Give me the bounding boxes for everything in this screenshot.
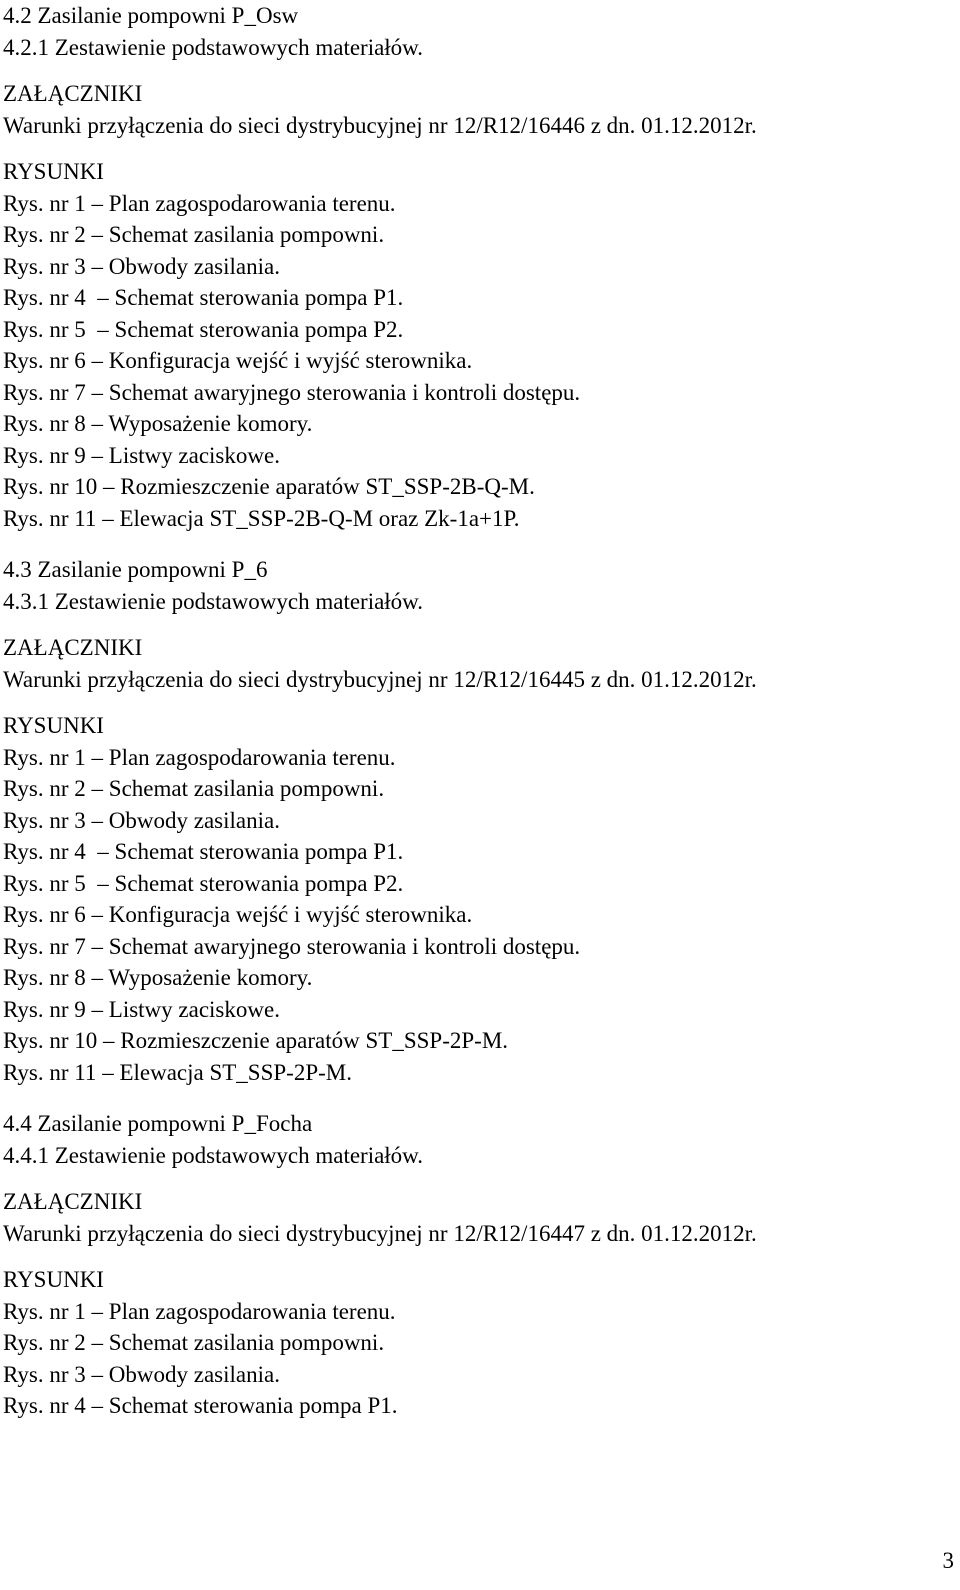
drawing-title: Schemat sterowania pompa P1. — [108, 1393, 398, 1418]
drawing-separator: – — [85, 839, 115, 864]
drawings-label: RYSUNKI — [3, 1267, 104, 1292]
drawing-title: Schemat sterowania pompa P1. — [114, 285, 404, 310]
drawing-separator: – — [85, 1361, 109, 1387]
drawing-item — [3, 899, 943, 931]
attachments-label: ZAŁĄCZNIKI — [3, 1189, 143, 1214]
drawing-item — [3, 962, 943, 994]
drawing-number: Rys. nr 5 — [3, 870, 86, 896]
drawing-number: Rys. nr 9 — [3, 442, 86, 468]
drawing-title: Obwody zasilania. — [108, 1361, 280, 1387]
drawing-separator: – — [85, 190, 109, 216]
drawing-item — [3, 377, 943, 409]
drawing-title: Elewacja ST_SSP-2P-M. — [119, 1059, 352, 1085]
drawing-title: Schemat sterowania pompa P2. — [114, 870, 404, 896]
drawing-separator: – — [85, 379, 109, 405]
drawing-title: Elewacja ST_SSP-2B-Q-M oraz Zk-1a+1P. — [119, 505, 520, 531]
drawing-item — [3, 805, 943, 837]
drawing-number: Rys. nr 11 — [3, 505, 97, 531]
attachments-label: ZAŁĄCZNIKI — [3, 635, 143, 660]
page-number: 3 — [942, 1547, 954, 1573]
drawing-title: Schemat zasilania pompowni. — [108, 776, 385, 801]
section — [3, 1108, 943, 1422]
drawing-separator: – — [85, 996, 109, 1022]
drawing-item — [3, 994, 943, 1026]
drawing-number: Rys. nr 4 — [3, 1393, 86, 1418]
drawing-item — [3, 471, 943, 503]
drawing-separator: – — [97, 1028, 121, 1053]
drawing-title: Wyposażenie komory. — [108, 411, 313, 436]
drawing-number: Rys. nr 7 — [3, 933, 86, 959]
drawing-separator: – — [85, 1393, 109, 1418]
drawing-separator: – — [85, 442, 109, 468]
drawing-separator: – — [85, 870, 115, 896]
drawing-item — [3, 503, 943, 535]
drawing-title: Konfiguracja wejść i wyjść sterownika. — [108, 348, 473, 373]
drawings-label: RYSUNKI — [3, 713, 104, 738]
drawing-number: Rys. nr 1 — [3, 1298, 86, 1324]
drawing-item — [3, 408, 943, 440]
drawing-item — [3, 219, 943, 251]
drawing-number: Rys. nr 5 — [3, 316, 86, 342]
drawing-number: Rys. nr 6 — [3, 902, 86, 927]
drawing-item — [3, 1296, 943, 1328]
drawing-separator: – — [85, 316, 115, 342]
drawing-title: Obwody zasilania. — [108, 807, 280, 833]
drawing-separator: – — [85, 348, 109, 373]
drawing-title: Listwy zaciskowe. — [108, 442, 280, 468]
drawing-separator: – — [85, 253, 109, 279]
drawing-separator: – — [85, 222, 109, 247]
section-subheading: 4.2.1 Zestawienie podstawowych materiałów. — [3, 34, 424, 60]
drawing-number: Rys. nr 3 — [3, 807, 86, 833]
drawing-item — [3, 314, 943, 346]
drawing-number: Rys. nr 10 — [3, 1028, 98, 1053]
section-heading: 4.4 Zasilanie pompowni P_Focha — [3, 1111, 313, 1136]
drawing-number: Rys. nr 8 — [3, 411, 86, 436]
drawing-item — [3, 251, 943, 283]
drawing-number: Rys. nr 3 — [3, 253, 86, 279]
section-heading: 4.2 Zasilanie pompowni P_Osw — [3, 3, 299, 28]
drawing-item — [3, 742, 943, 774]
drawing-title: Schemat awaryjnego sterowania i kontroli dostępu. — [108, 933, 581, 959]
drawing-title: Schemat sterowania pompa P2. — [114, 316, 404, 342]
drawing-separator: – — [85, 902, 109, 927]
drawing-number: Rys. nr 8 — [3, 965, 86, 990]
drawing-item — [3, 1025, 943, 1057]
drawing-number: Rys. nr 1 — [3, 744, 86, 770]
document-page — [3, 0, 943, 1422]
drawing-number: Rys. nr 2 — [3, 776, 86, 801]
drawing-title: Konfiguracja wejść i wyjść sterownika. — [108, 902, 473, 927]
drawing-item — [3, 282, 943, 314]
drawing-title: Schemat zasilania pompowni. — [108, 1330, 385, 1355]
drawing-number: Rys. nr 11 — [3, 1059, 97, 1085]
drawing-title: Schemat sterowania pompa P1. — [114, 839, 404, 864]
drawing-title: Schemat awaryjnego sterowania i kontroli dostępu. — [108, 379, 581, 405]
drawing-number: Rys. nr 6 — [3, 348, 86, 373]
attachment-item: Warunki przyłączenia do sieci dystrybucyjnej nr 12/R12/16447 z dn. 01.12.2012r. — [3, 1220, 757, 1246]
drawing-title: Wyposażenie komory. — [108, 965, 313, 990]
drawing-separator: – — [97, 474, 121, 499]
drawing-item — [3, 1359, 943, 1391]
drawing-item — [3, 773, 943, 805]
drawing-separator: – — [85, 744, 109, 770]
section-heading: 4.3 Zasilanie pompowni P_6 — [3, 557, 268, 582]
drawing-number: Rys. nr 7 — [3, 379, 86, 405]
drawing-separator: – — [85, 807, 109, 833]
drawing-number: Rys. nr 4 — [3, 285, 86, 310]
drawing-number: Rys. nr 1 — [3, 190, 86, 216]
drawing-separator: – — [96, 1059, 120, 1085]
section-subheading: 4.4.1 Zestawienie podstawowych materiałów. — [3, 1142, 424, 1168]
drawing-separator: – — [85, 933, 109, 959]
drawing-item — [3, 931, 943, 963]
drawing-item — [3, 1327, 943, 1359]
drawing-title: Plan zagospodarowania terenu. — [108, 744, 396, 770]
drawing-item — [3, 345, 943, 377]
section — [3, 554, 943, 1088]
drawing-title: Plan zagospodarowania terenu. — [108, 190, 396, 216]
drawing-title: Obwody zasilania. — [108, 253, 280, 279]
attachment-item: Warunki przyłączenia do sieci dystrybucyjnej nr 12/R12/16446 z dn. 01.12.2012r. — [3, 112, 757, 138]
drawing-separator: – — [85, 776, 109, 801]
drawing-number: Rys. nr 9 — [3, 996, 86, 1022]
attachments-label: ZAŁĄCZNIKI — [3, 81, 143, 106]
section-subheading: 4.3.1 Zestawienie podstawowych materiałów. — [3, 588, 424, 614]
drawing-separator: – — [85, 285, 115, 310]
drawing-title: Listwy zaciskowe. — [108, 996, 280, 1022]
drawing-number: Rys. nr 4 — [3, 839, 86, 864]
drawing-item — [3, 188, 943, 220]
drawing-number: Rys. nr 10 — [3, 474, 98, 499]
drawings-label: RYSUNKI — [3, 159, 104, 184]
drawing-title: Rozmieszczenie aparatów ST_SSP-2B-Q-M. — [120, 474, 535, 499]
drawing-item — [3, 836, 943, 868]
drawing-item — [3, 1057, 943, 1089]
drawing-item — [3, 1390, 943, 1422]
attachment-item: Warunki przyłączenia do sieci dystrybucyjnej nr 12/R12/16445 z dn. 01.12.2012r. — [3, 666, 757, 692]
drawing-item — [3, 868, 943, 900]
drawing-number: Rys. nr 2 — [3, 222, 86, 247]
drawing-number: Rys. nr 3 — [3, 1361, 86, 1387]
drawing-separator: – — [85, 1330, 109, 1355]
drawing-item — [3, 440, 943, 472]
drawing-number: Rys. nr 2 — [3, 1330, 86, 1355]
drawing-title: Rozmieszczenie aparatów ST_SSP-2P-M. — [120, 1028, 509, 1053]
drawing-title: Plan zagospodarowania terenu. — [108, 1298, 396, 1324]
section — [3, 0, 943, 534]
drawing-separator: – — [85, 965, 109, 990]
drawing-separator: – — [85, 411, 109, 436]
drawing-separator: – — [96, 505, 120, 531]
drawing-title: Schemat zasilania pompowni. — [108, 222, 385, 247]
drawing-separator: – — [85, 1298, 109, 1324]
